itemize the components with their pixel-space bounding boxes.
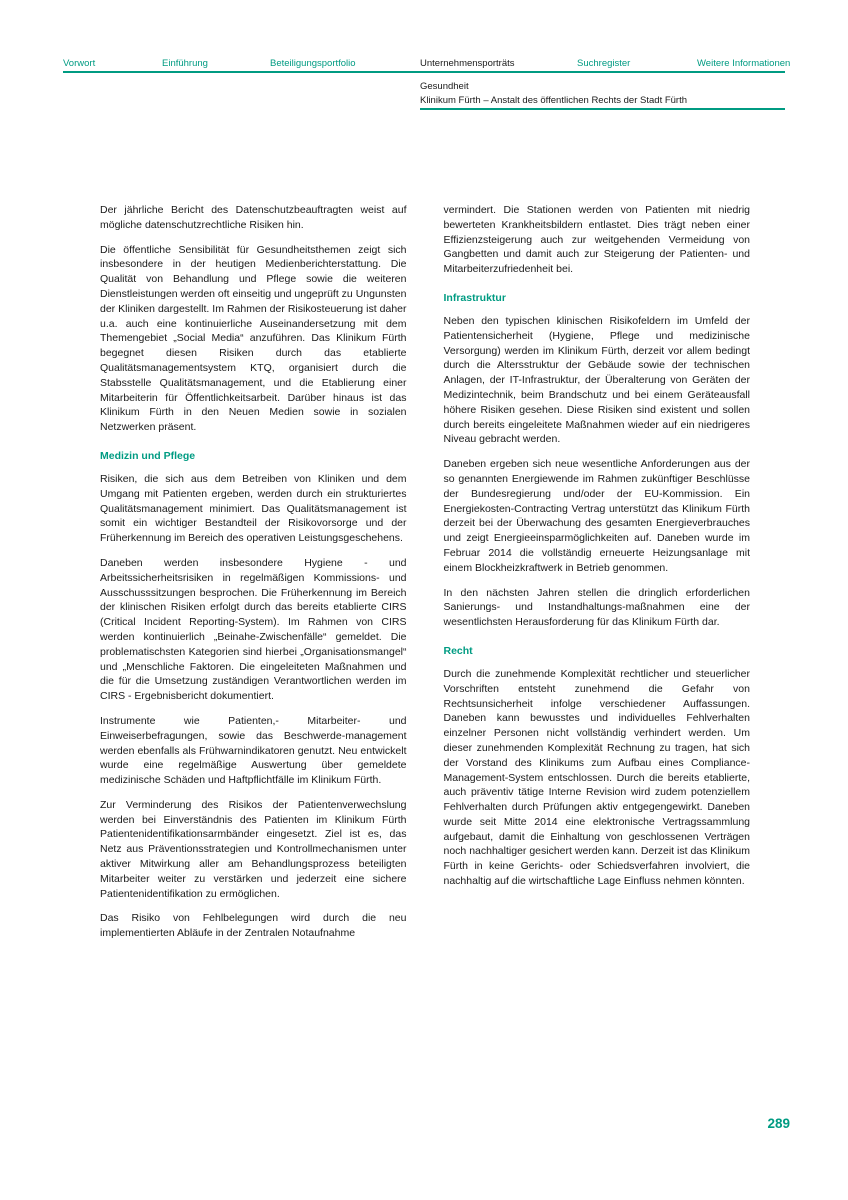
paragraph: Durch die zunehmende Komplexität rechtlicher und steuerlicher Vorschriften entsteht zunehmend die Gefahr von Rechtsunsicherheit infolge verschiedener Auffassungen. Daneben kann bewusstes und individuelles Fehlverhalten einzelner Personen nicht vollständig verhindert werden. Um dieser zunehmenden Komplexität Rechnung zu tragen, hat sich der Vorstand des Klinikums zum Aufbau eines Compliance-Management-System entschlossen. Durch die bereits etablierte, auch präventiv tätige Interne Revision wird zudem potenziellem Fehlverhalten durch Prüfungen aktiv entgegengewirkt. Daneben wurde seit Mitte 2014 eine elektronische Vertragssammlung aufgebaut, damit die Einhaltung von geschlossenen Verträgen noch nachhaltiger gesichert werden kann. Derzeit ist das Klinikum Fürth in keine Gerichts- oder Schiedsverfahren involviert, die nachhaltig auf die wirtschaftliche Lage Einfluss nehmen könnten. bbox=[443, 667, 750, 888]
nav-item-suchregister[interactable]: Suchregister bbox=[577, 58, 631, 69]
section-heading-medizin-und-pflege: Medizin und Pflege bbox=[100, 449, 196, 462]
paragraph: vermindert. Die Stationen werden von Patienten mit niedrig bewerteten Krankheitsbildern entlastet. Dies trägt neben einer Effizienzsteigerung auch zur weitgehenden Vermeidung von Gangbetten und damit auch zur Steigerung der Patienten- und Mitarbeiterzufriedenheit bei. bbox=[443, 204, 750, 276]
nav-item-beteiligungsportfolio[interactable]: Beteiligungsportfolio bbox=[270, 58, 356, 69]
right-column bbox=[444, 203, 751, 951]
page-content bbox=[100, 203, 750, 951]
paragraph: Risiken, die sich aus dem Betreiben von Kliniken und dem Umgang mit Patienten ergeben, werden durch ein strukturiertes Qualitätsmanagement minimiert. Das Qualitätsmanagement ist somit ein wichtiger Bestandteil der Risikovorsorge und der Früherkennung im Bereich des operativen Leistungsgeschehens. bbox=[100, 472, 407, 545]
section-heading-recht: Recht bbox=[443, 644, 473, 657]
paragraph: Daneben werden insbesondere Hygiene - und Arbeitssicherheitsrisiken in regelmäßigen Kommissions- und Ausschusssitzungen besprochen. Die Früherkennung im Bereich der klinischen Risiken erfolgt durch das bereits etablierte CIRS (Critical Incident Reporting-System). Im Rahmen von CIRS werden kontinuierlich „Beinahe-Zwischenfälle“ gemeldet. Die problematischsten Kategorien sind hierbei „Organisationsmangel“ und „Menschliche Faktoren. Die eingeleiteten Maßnahmen und die für die Umsetzung zuständigen Verantwortlichen werden im CIRS - Ergebnisbericht dokumentiert. bbox=[100, 556, 407, 703]
paragraph: Daneben ergeben sich neue wesentliche Anforderungen aus der so genannten Energiewende im Rahmen zukünftiger Beschlüsse der Bundesregierung und/oder der EU-Kommission. Ein Energiekosten-Contracting Vertrag unterstützt das Klinikum Fürth derzeit bei der Überwachung des gesamten Energieverbrauches und zeigt Energieeinsparmöglichkeiten auf. Daneben wurde im Februar 2014 die vollständig erneuerte Heizungsanlage mit einem Blockheizkraftwerk in Betrieb genommen. bbox=[443, 458, 750, 574]
left-column bbox=[100, 203, 407, 951]
paragraph: Zur Verminderung des Risikos der Patientenverwechslung werden bei Einverständnis des Patienten im Klinikum Fürth Patientenidentifikationsarmbänder eingesetzt. Ziel ist es, das Netz aus Präventionsstrategien und Kontrollmechanismen unter aktiver Mitwirkung aller am Behandlungsprozess beteiligten Mitarbeiter weiter zu verstärken und jederzeit eine sichere Patientenidentifikation zu ermöglichen. bbox=[100, 798, 407, 900]
section-heading-infrastruktur: Infrastruktur bbox=[443, 291, 506, 304]
subheader-divider bbox=[420, 108, 785, 110]
nav-item-vorwort[interactable]: Vorwort bbox=[63, 58, 96, 69]
nav-item-einfuehrung[interactable]: Einführung bbox=[162, 58, 208, 69]
paragraph: Der jährliche Bericht des Datenschutzbeauftragten weist auf mögliche datenschutzrechtliche Risiken hin. bbox=[100, 204, 407, 231]
subheader-category: Gesundheit bbox=[420, 81, 469, 92]
paragraph: Die öffentliche Sensibilität für Gesundheitsthemen zeigt sich insbesondere in der heutigen Medienberichterstattung. Die Qualität von Behandlung und Pflege sowie die weiteren Dienstleistungen werden oft einseitig und ungeprüft zu Ungunsten der Kliniken dargestellt. Im Rahmen der Risikosteuerung ist daher u.a. auch eine kontinuierliche Auseinandersetzung mit dem Themengebiet „Social Media“ anzuführen. Das Klinikum Fürth begegnet diesen Risiken durch das etablierte Qualitätsmanagementsystem KTQ, organisiert durch die Stabsstelle Qualitätsmanagement, und die Etablierung einer Mitarbeiterin für Öffentlichkeitsarbeit. Darüber hinaus ist das Klinikum Fürth in den Neuen Medien sowie in sozialen Netzwerken präsent. bbox=[100, 243, 407, 434]
nav-item-unternehmensportraets[interactable]: Unternehmensporträts bbox=[420, 58, 515, 69]
paragraph: Neben den typischen klinischen Risikofeldern im Umfeld der Patientensicherheit (Hygiene, Pflege und medizinische Versorgung) werden im Klinikum Fürth, derzeit vor allem bedingt durch die Altersstruktur der Gebäude sowie der technischen Anlagen, der IT-Infrastruktur, der Überalterung von Geräten der Medizintechnik, beim Brandschutz und bei einem Geräteausfall höhere Risiken gesehen. Diese Risiken sind existent und sollen durch bereits eingeleitete Maßnahmen wieder auf ein niedrigeres Niveau gebracht werden. bbox=[443, 314, 750, 446]
header-divider bbox=[63, 71, 785, 73]
page-number: 289 bbox=[767, 1116, 790, 1131]
nav-item-weitere-informationen[interactable]: Weitere Informationen bbox=[697, 58, 791, 69]
paragraph: Instrumente wie Patienten,- Mitarbeiter- und Einweiserbefragungen, sowie das Beschwerde-management werden ebenfalls als Frühwarnindikatoren genutzt. Neu entwickelt wurde eine regelmäßige Auswertung über gemeldete medizinische Schäden und Haftpflichtfälle im Klinikum Fürth. bbox=[100, 714, 407, 787]
subheader-title: Klinikum Fürth – Anstalt des öffentlichen Rechts der Stadt Fürth bbox=[420, 95, 688, 106]
paragraph: Das Risiko von Fehlbelegungen wird durch die neu implementierten Abläufe in der Zentralen Notaufnahme bbox=[100, 912, 407, 940]
paragraph: In den nächsten Jahren stellen die dringlich erforderlichen Sanierungs- und Instandhaltungs-maßnahmen eine der wesentlichsten Herausforderung für das Klinikum Fürth dar. bbox=[443, 586, 750, 629]
